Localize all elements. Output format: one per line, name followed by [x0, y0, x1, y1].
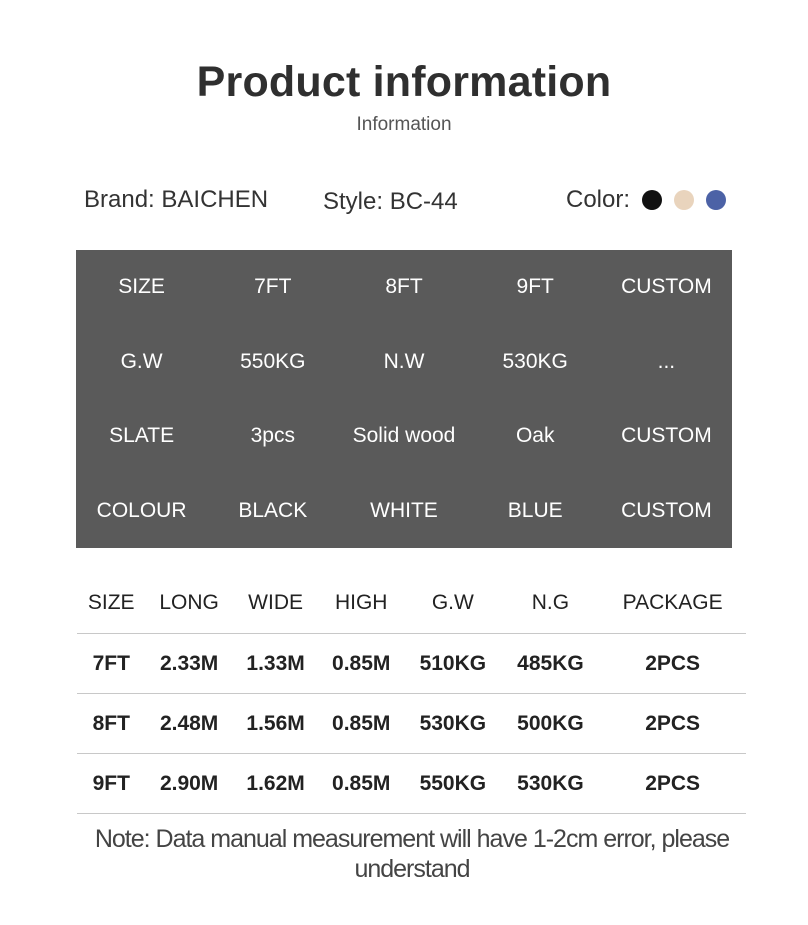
table-cell: 530KG — [404, 694, 502, 754]
table-cell: 7FT — [77, 634, 145, 694]
spec-cell: ... — [657, 349, 676, 373]
color-swatch-black — [642, 190, 662, 210]
table-cell: 530KG — [502, 754, 600, 814]
table-cell: 0.85M — [318, 754, 404, 814]
column-header: SIZE — [77, 573, 145, 634]
spec-cell: G.W — [120, 349, 163, 373]
spec-cell: 7FT — [254, 275, 292, 299]
column-header: PACKAGE — [599, 573, 746, 634]
table-cell: 550KG — [404, 754, 502, 814]
spec-grid — [76, 250, 732, 548]
table-row — [77, 634, 746, 694]
table-cell: 2PCS — [599, 634, 746, 694]
table-cell: 1.33M — [233, 634, 319, 694]
spec-cell: SLATE — [109, 424, 175, 448]
color-swatch-white — [674, 190, 694, 210]
spec-cell: BLUE — [507, 498, 563, 522]
spec-cell: N.W — [383, 349, 425, 373]
column-header: WIDE — [233, 573, 319, 634]
note-line-2: understand — [354, 855, 470, 883]
dimensions-table — [77, 573, 746, 814]
spec-cell: BLACK — [238, 498, 308, 522]
table-row — [77, 754, 746, 814]
style-label: Style: BC-44 — [323, 188, 458, 215]
column-header: G.W — [404, 573, 502, 634]
spec-cell: 8FT — [385, 275, 423, 299]
table-cell: 0.85M — [318, 634, 404, 694]
spec-cell: 530KG — [502, 349, 568, 373]
note-line-1: Note: Data manual measurement will have 1-2cm error, please — [94, 825, 730, 853]
table-cell: 2.48M — [145, 694, 232, 754]
spec-cell: COLOUR — [96, 498, 187, 522]
table-cell: 8FT — [77, 694, 145, 754]
table-cell: 0.85M — [318, 694, 404, 754]
spec-cell: CUSTOM — [621, 498, 712, 522]
table-row — [77, 694, 746, 754]
spec-cell: 550KG — [240, 349, 306, 373]
table-cell: 1.56M — [233, 694, 319, 754]
page-subtitle: Information — [356, 114, 452, 135]
spec-cell: CUSTOM — [621, 424, 712, 448]
color-options — [566, 186, 726, 214]
table-cell: 2PCS — [599, 754, 746, 814]
color-swatch-blue — [706, 190, 726, 210]
spec-cell: Solid wood — [352, 424, 456, 448]
column-header: LONG — [145, 573, 232, 634]
brand-label: Brand: BAICHEN — [84, 186, 269, 213]
table-cell: 2.33M — [145, 634, 232, 694]
spec-cell: WHITE — [370, 498, 438, 522]
column-header: N.G — [502, 573, 600, 634]
page-title: Product information — [196, 58, 612, 106]
spec-cell: CUSTOM — [621, 275, 712, 299]
table-cell: 2PCS — [599, 694, 746, 754]
table-cell: 500KG — [502, 694, 600, 754]
spec-cell: 3pcs — [250, 424, 295, 448]
column-header: HIGH — [318, 573, 404, 634]
spec-cell: SIZE — [118, 275, 165, 299]
table-cell: 485KG — [502, 634, 600, 694]
measurement-note — [60, 824, 764, 884]
spec-cell: Oak — [515, 424, 555, 448]
table-cell: 2.90M — [145, 754, 232, 814]
table-cell: 9FT — [77, 754, 145, 814]
table-cell: 1.62M — [233, 754, 319, 814]
color-label: Color: — [566, 186, 631, 213]
spec-cell: 9FT — [516, 275, 554, 299]
table-cell: 510KG — [404, 634, 502, 694]
table-header-row — [77, 573, 746, 634]
